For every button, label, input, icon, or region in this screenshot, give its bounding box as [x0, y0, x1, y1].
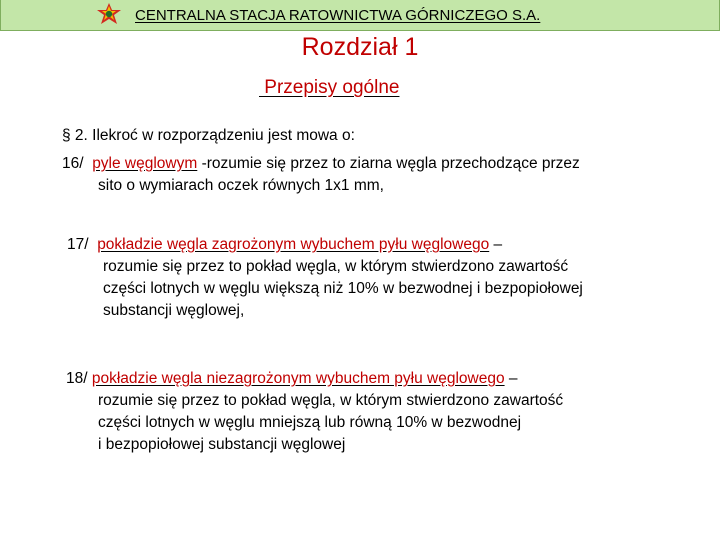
definition-number: 17/ — [67, 236, 89, 253]
definition-number: 16/ — [62, 155, 84, 172]
definition-text: rozumie się przez to pokład węgla, w którym stwierdzono zawartość — [103, 258, 569, 275]
mining-rescue-cross-icon — [96, 2, 122, 28]
definition-term: pokładzie węgla zagrożonym wybuchem pyłu węglowego — [97, 236, 490, 253]
section-title: Przepisy ogólne — [259, 77, 400, 98]
definition-16 — [62, 153, 580, 197]
definition-17 — [67, 234, 583, 322]
definition-text: rozumie się przez to pokład węgla, w którym stwierdzono zawartość — [98, 392, 564, 409]
definition-text: – — [489, 236, 503, 253]
definition-term: pokładzie węgla niezagrożonym wybuchem pyłu węglowego — [91, 370, 505, 387]
definition-first-line — [62, 153, 580, 175]
definition-text: substancji węglowej, — [103, 302, 245, 319]
definition-first-line — [66, 368, 563, 390]
definition-text: sito o wymiarach oczek równych 1x1 mm, — [98, 177, 384, 194]
header-bar — [0, 0, 720, 31]
paragraph-intro: § 2. Ilekroć w rozporządzeniu jest mowa o: — [62, 127, 355, 144]
definition-first-line — [67, 234, 583, 256]
definition-text: -rozumie się przez to ziarna węgla przechodzące przez — [197, 155, 580, 172]
definition-number: 18/ — [66, 370, 88, 387]
definition-text: – — [504, 370, 518, 387]
definition-18 — [66, 368, 563, 456]
chapter-title: Rozdział 1 — [301, 33, 419, 61]
organization-name: CENTRALNA STACJA RATOWNICTWA GÓRNICZEGO S.A. — [135, 7, 541, 24]
definition-text: i bezpopiołowej substancji węglowej — [98, 436, 346, 453]
definition-term: pyle węglowym — [92, 155, 198, 172]
definition-text: części lotnych w węglu mniejszą lub równą 10% w bezwodnej — [98, 414, 522, 431]
definition-text: części lotnych w węglu większą niż 10% w bezwodnej i bezpopiołowej — [103, 280, 583, 297]
